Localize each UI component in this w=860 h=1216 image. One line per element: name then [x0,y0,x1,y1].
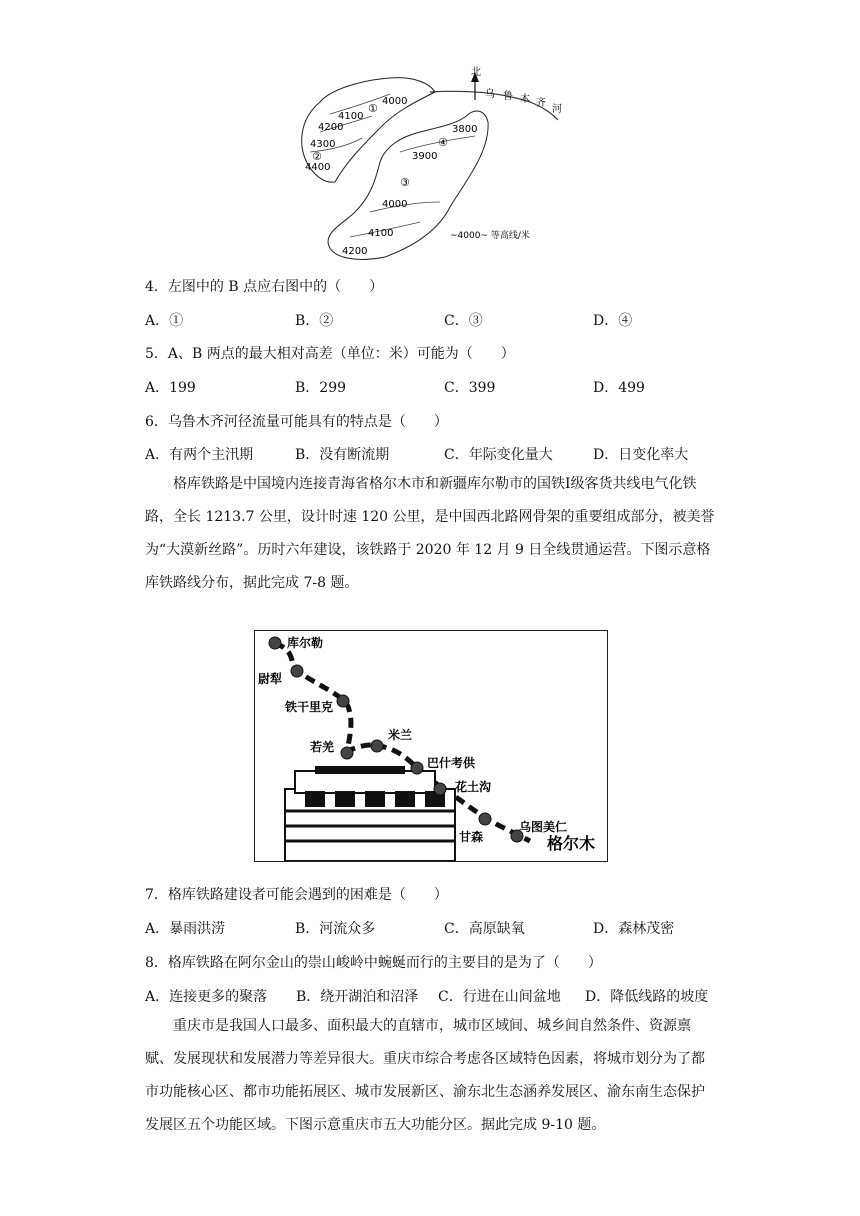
station-dot [291,665,303,677]
area-marker: ④ [438,136,448,149]
option-a[interactable]: A．有两个主汛期 [145,447,254,463]
question-stem: 6．乌鲁木齐河径流量可能具有的特点是（ ） [145,414,448,430]
station-label: 乌图美仁 [519,820,568,834]
north-label: 北 [471,67,481,78]
area-marker: ② [312,150,322,163]
question-stem: 5．A、B 两点的最大相对高差（单位：米）可能为（ ） [145,346,515,362]
option-b[interactable]: B．绕开湖泊和沼泽 [296,989,419,1005]
option-c[interactable]: C．③ [444,313,483,329]
area-marker: ① [368,102,378,115]
station-dot [337,695,349,707]
station-label: 米兰 [388,728,413,742]
contour-map [290,62,570,267]
svg-text:齐: 齐 [536,98,546,109]
option-d[interactable]: D．森林茂密 [593,921,675,937]
option-d[interactable]: D．④ [593,313,633,329]
option-b[interactable]: B．河流众多 [295,921,376,937]
station-label: 格尔木 [547,834,596,853]
station-label: 花土沟 [455,780,492,794]
station-label: 若羌 [310,740,335,754]
station-label: 铁干里克 [285,700,334,714]
contour-label: 4000 [382,96,408,107]
contour-legend: ~4000~ 等高线/米 [450,231,530,241]
option-a[interactable]: A．① [145,313,184,329]
station-label: 库尔勒 [287,636,324,650]
question-stem: 7．格库铁路建设者可能会遇到的困难是（ ） [145,887,448,903]
option-b[interactable]: B．299 [295,380,347,396]
option-c[interactable]: C．行进在山间盆地 [438,989,561,1005]
contour-label: 4100 [368,228,394,239]
station-dot [479,813,491,825]
option-c[interactable]: C．年际变化量大 [444,447,553,463]
question-stem: 4．左图中的 B 点应右图中的（ ） [145,279,384,295]
railway-map [254,630,608,862]
contour-label: 4300 [310,139,336,150]
option-a[interactable]: A．199 [145,380,196,396]
station-dot [411,762,423,774]
contour-label: 3900 [412,151,438,162]
area-marker: ③ [400,176,410,189]
station-dot [341,747,353,759]
option-d[interactable]: D．499 [593,380,645,396]
option-b[interactable]: B．没有断流期 [295,447,390,463]
question-stem: 8．格库铁路在阿尔金山的崇山峻岭中蜿蜒而行的主要目的是为了（ ） [145,955,602,971]
option-a[interactable]: A．暴雨洪涝 [145,921,226,937]
option-a[interactable]: A．连接更多的聚落 [145,989,268,1005]
station-label: 尉犁 [258,672,283,686]
option-b[interactable]: B．② [295,313,334,329]
svg-text:乌: 乌 [485,89,495,100]
contour-label: 4400 [305,162,331,173]
station-dot [269,637,281,649]
contour-label: 4100 [338,111,364,122]
station-label: 甘森 [459,830,484,844]
station-dot [371,740,383,752]
station-label: 巴什考供 [427,756,476,770]
svg-text:鲁: 鲁 [503,91,513,102]
contour-label: 4000 [382,199,408,210]
train-illustration [285,766,455,861]
contour-label: 4200 [342,246,368,257]
passage: 格库铁路是中国境内连接青海省格尔木市和新疆库尔勒市的国铁Ⅰ级客货共线电气化铁路，全长 1213.7 公里，设计时速 120 公里，是中国西北路网骨架的重要组成部分，被美誉为“大漠新丝路”。历时六年建设，该铁路于 2020 年 12 月 9 日全线贯通运营。下图示意格库铁路线分布，据此完成 7-8 题。 [145,476,715,591]
svg-text:木: 木 [520,94,530,105]
option-c[interactable]: C．高原缺氧 [444,921,525,937]
option-c[interactable]: C．399 [444,380,496,396]
option-d[interactable]: D．降低线路的坡度 [585,989,709,1005]
contour-label: 4200 [318,122,344,133]
svg-text:河: 河 [552,104,562,115]
option-d[interactable]: D．日变化率大 [593,447,689,463]
contour-label: 3800 [452,124,478,135]
station-dot [434,783,446,795]
passage: 重庆市是我国人口最多、面积最大的直辖市，城市区域间、城乡间自然条件、资源禀赋、发展现状和发展潜力等差异很大。重庆市综合考虑各区域特色因素，将城市划分为了都市功能核心区、都市功能拓展区、城市发展新区、渝东北生态涵养发展区、渝东南生态保护发展区五个功能区域。下图示意重庆市五大功能分区。据此完成 9-10 题。 [145,1018,705,1133]
